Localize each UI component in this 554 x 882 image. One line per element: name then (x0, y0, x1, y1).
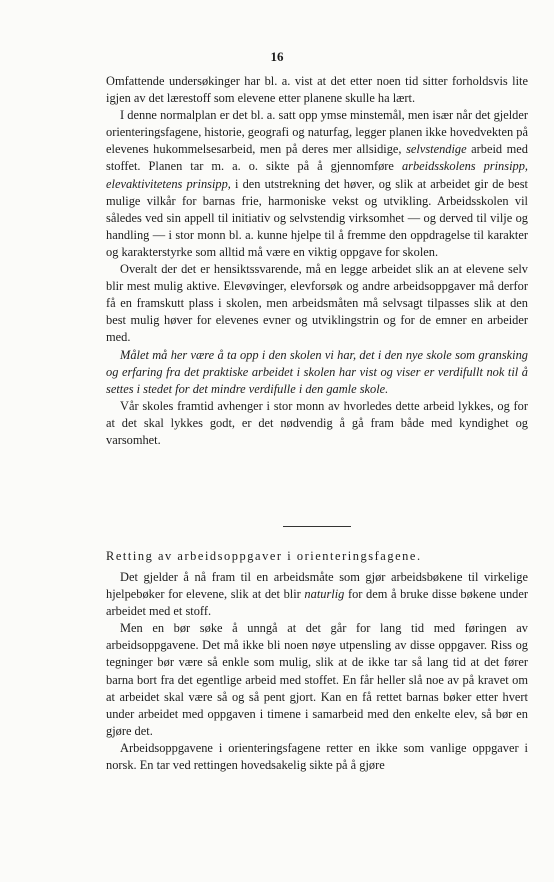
body-text (106, 73, 528, 449)
paragraph: Men en bør søke å unngå at det går for lang tid med føringen av arbeidsoppgavene. Det må ikke bli noen nøye utpensling av disse oppgaver. Riss og tegninger bør være så enkle som mulig, slik at de ikke tar så lang tid at det fører barna bort fra det egentlige arbeid med stoffet. En får heller slå noe av på kravet om at arbeidet skal være så og så pent gjort. Kan en få rettet barnas bøker etter hvert under arbeidet med oppgaven i timene i samarbeid med den enkelte elev, så bør en gjøre det. (106, 621, 528, 738)
emphasis-text: selvstendige (406, 142, 467, 157)
text-run: for dem å bruke disse bøkene under arbeidet med et stoff. (106, 587, 528, 619)
paragraph: Omfattende undersøkinger har bl. a. vist at det etter noen tid sitter forholdsvis lite igjen av det lærestoff som elevene etter planene skulle ha lært. (106, 74, 528, 106)
text-run: arbeid med stoffet. Planen tar m. a. o. sikte på å gjennomføre (106, 142, 528, 174)
italic-paragraph: Målet må her være å ta opp i den skolen vi har, det i den nye skole som gransking og erfaring fra det praktiske arbeidet i skolen har vist og viser er verdifullt nok til å settes i stedet for det mindre verdifulle i den gamle skole. (106, 347, 528, 396)
paragraph: Arbeidsoppgavene i orienteringsfagene retter en ikke som vanlige oppgaver i norsk. En tar ved rettingen hovedsakelig sikte på å gjøre (106, 740, 528, 773)
paragraph (106, 107, 528, 261)
section-divider (283, 526, 351, 527)
text-run: Det gjelder å nå fram til en arbeidsmåte som gjør arbeidsbøkene til virkelige hjelpebøker for elevene, slik at det blir (106, 570, 528, 602)
paragraph (106, 569, 528, 620)
paragraph: Overalt der det er hensiktssvarende, må en legge arbeidet slik an at elevene selv blir mest mulig aktive. Elevøvinger, elevforsøk og andre arbeidsoppgaver må derfor få en framskutt plass i skolen, men arbeidsmåten må selvsagt tilpasses slik at den best mulig høver for elevenes evner og utviklingstrin og for de emner en arbeider med. (106, 262, 528, 345)
paragraph: Vår skoles framtid avhenger i stor monn av hvorledes dette arbeid lykkes, og for at det skal lykkes godt, er det nødvendig å gå fram både med kyndighet og varsomhet. (106, 398, 528, 447)
emphasis-text: arbeidsskolens prinsipp, elevaktivitetens prinsipp, (106, 159, 529, 191)
section-body-text (106, 569, 528, 774)
section-heading: Retting av arbeidsoppgaver i orienteringsfagene. (106, 549, 422, 563)
page-number: 16 (270, 49, 284, 64)
text-run: I denne normalplan er det bl. a. satt opp ymse minstemål, men især når det gjelder orienteringsfagene, historie, geografi og naturfag, legger planen ikke hovedvekten på elevenes hukommelsesarbeid, men på deres mer allsidige, (106, 108, 528, 157)
emphasis-text: naturlig (304, 587, 345, 602)
text-run: i den utstrekning det høver, og slik at arbeidet gir de best mulige vilkår for barnas frie, harmoniske vekst og utvikling. Arbeidsskolen vil således ved sin appell til initiativ og selvstendig virksomhet — og derved til vilje og handling — i stor monn bl. a. kunne hjelpe til å fremme den oppdragelse til karakter og karakterstyrke som alltid må være en viktig oppgave for skolen. (106, 176, 528, 259)
